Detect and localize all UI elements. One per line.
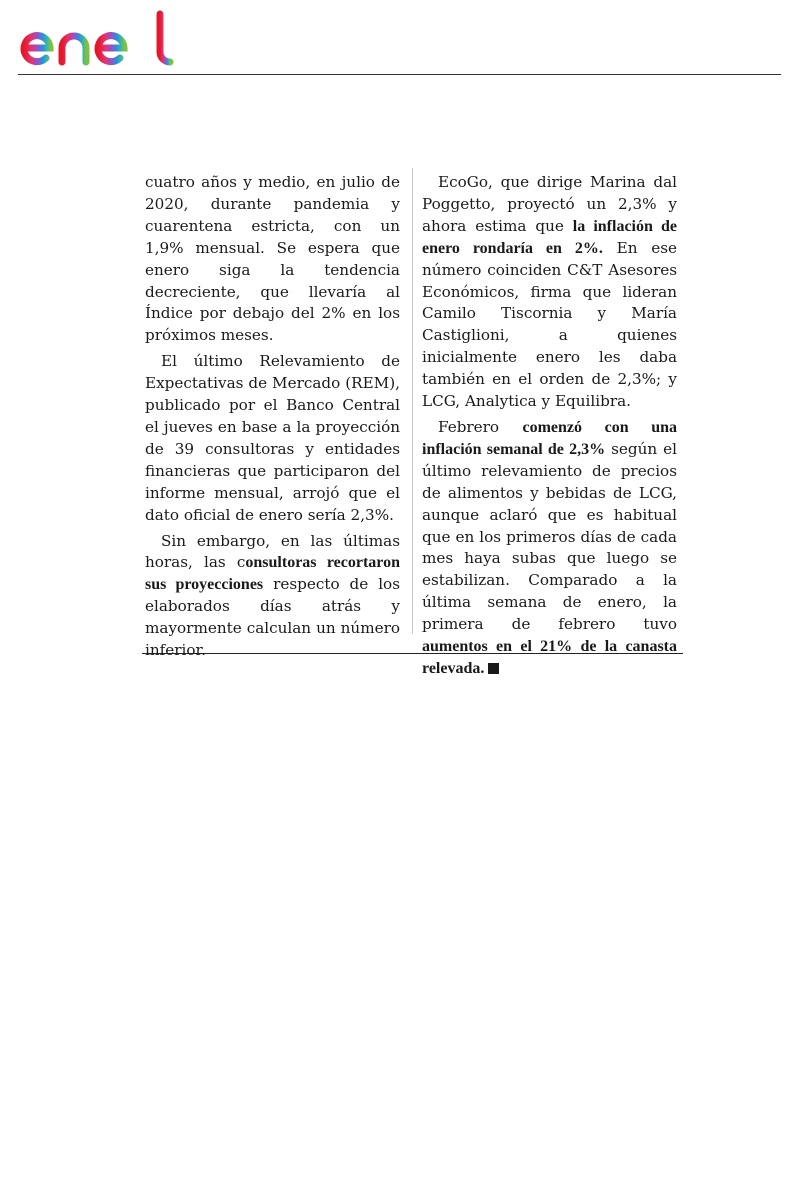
- text-run: EcoGo, que dirige Marina dal Poggetto, proyectó un 2,3% y ahora estima que: [422, 173, 677, 235]
- paragraph: [422, 172, 677, 413]
- article-column-right: [422, 172, 677, 684]
- article-clipping: [142, 168, 683, 677]
- paragraph: El último Relevamiento de Expectativas de Mercado (REM), publicado por el Banco Central el jueves en base a la proyección de 39 consultoras y entidades financieras que participaron del informe mensual, arrojó que el dato oficial de enero sería 2,3%.: [145, 352, 400, 524]
- text-run: Febrero: [438, 417, 523, 436]
- header-divider: [18, 74, 781, 75]
- article-column-left: [145, 172, 400, 666]
- paragraph: [422, 417, 677, 680]
- bold-text: la inflación de enero rondaría en 2%.: [422, 217, 677, 257]
- paragraph: cuatro años y medio, en julio de 2020, durante pandemia y cuarentena estricta, con un 1,9% mensual. Se espera que enero siga la tendencia decreciente, que llevaría al Índice por debajo del 2% en los próximos meses.: [145, 173, 400, 345]
- enel-logo: [18, 8, 178, 68]
- paragraph: [145, 531, 400, 662]
- text-run: respecto de los elaborados días atrás y mayormente calculan un número inferior.: [145, 575, 400, 660]
- bold-text: onsultoras recortaron sus proyecciones: [145, 554, 400, 594]
- text-run: En ese número coinciden C&T Asesores Económicos, firma que lideran Camilo Tiscornia y María Castiglioni, a quienes inicialmente enero les daba también en el orden de 2,3%; y LCG, Analytica y Equilibra.: [422, 238, 678, 411]
- bold-text: comenzó con una inflación semanal de 2,3%: [422, 418, 678, 458]
- text-run: Sin embargo, en las últimas horas, las c: [145, 531, 400, 572]
- end-of-article-mark: [488, 663, 499, 674]
- column-divider: [412, 168, 413, 634]
- text-run: según el último relevamiento de precios de alimentos y bebidas de LCG, aunque aclaró que es habitual que en los primeros días de cada mes haya subas que luego se estabilizan. Comparado a la última semana de enero, la primera de febrero tuvo: [422, 439, 677, 634]
- bold-text: aumentos en el 21% de la canasta relevada.: [422, 638, 677, 677]
- footer-divider: [142, 653, 683, 654]
